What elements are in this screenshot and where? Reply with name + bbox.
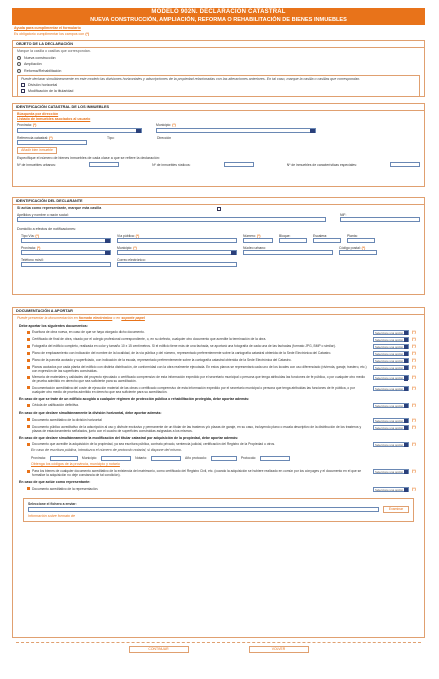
chevron-down-icon[interactable] bbox=[404, 338, 409, 342]
bullet-square-icon bbox=[27, 386, 30, 389]
radio-label: Ampliación bbox=[24, 62, 42, 67]
doc-text: Documento acreditativo de la división horizontal bbox=[32, 417, 102, 422]
doc-select[interactable] bbox=[373, 344, 409, 349]
required-mark: (*) bbox=[85, 31, 90, 36]
pf-year-input[interactable] bbox=[211, 456, 237, 461]
required-mark: (*) bbox=[412, 442, 416, 447]
doc-select[interactable] bbox=[373, 330, 409, 335]
objeto-intro: Marque la casilla o casillas que correspondan. bbox=[17, 49, 91, 54]
presentacion-text: Puede presentar la documentación en bbox=[17, 316, 78, 321]
cp-input[interactable] bbox=[339, 250, 377, 255]
chevron-down-icon[interactable] bbox=[404, 345, 409, 349]
tipovia-select[interactable] bbox=[21, 238, 111, 243]
chevron-down-icon[interactable] bbox=[404, 443, 409, 447]
refcat-label: Referencia catastral: bbox=[17, 135, 49, 140]
dec-provincia-select[interactable] bbox=[21, 250, 111, 255]
pf-protocolo-label: Protocolo: bbox=[240, 456, 257, 460]
section-documentacion-title: DOCUMENTACIÓN A APORTAR bbox=[13, 308, 424, 316]
representante-checkbox[interactable] bbox=[217, 207, 221, 211]
protocolo-note: En caso de escritura pública, introduzca el número de protocolo notarial, si dispone del mismo. bbox=[31, 448, 182, 453]
pf-provincia-label: Provincia: bbox=[31, 456, 46, 460]
doc-row bbox=[13, 424, 424, 434]
doc-text: Documento acreditativo de la representación. bbox=[32, 486, 99, 491]
pf-provincia-input[interactable] bbox=[50, 456, 78, 461]
doc-row bbox=[13, 364, 424, 374]
doc-text: Cédula de calificación definitiva. bbox=[32, 403, 79, 408]
chevron-down-icon[interactable] bbox=[404, 470, 409, 474]
tipo-label: Tipo: bbox=[107, 135, 115, 140]
chevron-down-icon[interactable] bbox=[404, 331, 409, 335]
section-objeto-title: OBJETO DE LA DECLARACIÓN bbox=[13, 41, 424, 49]
pf-protocolo-input[interactable] bbox=[260, 456, 290, 461]
pf-notario-input[interactable] bbox=[151, 456, 181, 461]
obtener-codigos-link[interactable]: Obtenga los códigos de la provincia, municipio y notario bbox=[31, 461, 120, 466]
radio-label: Nueva construcción bbox=[24, 55, 56, 60]
representante-heading: En caso de que actúe como representante: bbox=[19, 480, 91, 485]
email-label: Correo electrónico: bbox=[117, 258, 146, 262]
presentacion-or: o en bbox=[113, 316, 121, 321]
doc-select[interactable] bbox=[373, 358, 409, 363]
form-title: MODELO 902N. DECLARACIÓN CATASTRAL bbox=[151, 9, 286, 15]
doc-text: Documento que acredite la adquisición de la propiedad, ya sea escritura pública, contrato privado, sentencia judicial, certificación del Registro de la Propiedad u otros. bbox=[32, 442, 276, 447]
doc-select-value: Seleccione una opción bbox=[375, 376, 404, 381]
help-block bbox=[14, 26, 425, 36]
doc-select-value: Seleccione una opción bbox=[375, 352, 404, 357]
objeto-note: Puede declarar simultáneamente en este modelo las divisiones horizontales y adscripciones de la propiedad relacionadas con las alteraciones anteriores. En tal caso, marque la casilla o casillas que correspondan. bbox=[21, 77, 361, 82]
radio-reforma[interactable] bbox=[13, 68, 424, 74]
chevron-down-icon[interactable] bbox=[231, 251, 236, 255]
email-input[interactable] bbox=[117, 262, 237, 267]
bullet-square-icon bbox=[27, 359, 30, 362]
doc-select[interactable] bbox=[373, 365, 409, 370]
file-upload-box bbox=[23, 498, 414, 523]
chevron-down-icon[interactable] bbox=[310, 129, 315, 133]
doc-row bbox=[13, 343, 424, 350]
required-note: Es obligatorio cumplimentar los campos con bbox=[14, 31, 85, 36]
bullet-square-icon bbox=[27, 376, 30, 379]
section-declarante bbox=[12, 197, 425, 295]
chevron-down-icon[interactable] bbox=[404, 387, 409, 391]
required-mark: (*) bbox=[172, 123, 176, 128]
form-header bbox=[12, 8, 425, 25]
chevron-down-icon[interactable] bbox=[404, 419, 409, 423]
protocolo-fields bbox=[13, 453, 424, 461]
n-rusticos-input[interactable] bbox=[224, 162, 254, 167]
doc-row bbox=[13, 441, 424, 448]
link-busqueda-direccion[interactable]: Búsqueda por dirección bbox=[17, 112, 59, 117]
escalera-input[interactable] bbox=[313, 238, 341, 243]
doc-select-value: Seleccione una opción bbox=[375, 443, 404, 448]
n-rusticos-label: Nº de inmuebles rústicos: bbox=[152, 162, 191, 167]
required-mark: (*) bbox=[35, 233, 39, 238]
doc-select[interactable] bbox=[373, 442, 409, 447]
bloque-input[interactable] bbox=[279, 238, 307, 243]
back-button[interactable]: VOLVER bbox=[249, 646, 309, 653]
doc-select[interactable] bbox=[373, 469, 409, 474]
doc-text: Escritura de obra nueva, en caso de que se haya otorgado dicho documento. bbox=[32, 330, 145, 335]
radio-label: Reforma/Rehabilitación bbox=[24, 68, 62, 73]
nucleo-label: Núcleo urbano: bbox=[243, 245, 266, 250]
checkbox-icon[interactable] bbox=[21, 83, 25, 87]
pf-municipio-label: Municipio: bbox=[81, 456, 98, 460]
chevron-down-icon[interactable] bbox=[404, 359, 409, 363]
doc-text: Para los bienes de cualquier documento acreditativo de la existencia del matrimonio, como certificado del Registro Civil, etc. (cuando la adquisición se hubiere realizado en común por los cónyuges y el documento en el que se formalice la adquisición no deje constancia de tal condición). bbox=[32, 469, 362, 478]
via-input[interactable] bbox=[117, 238, 237, 243]
doc-select[interactable] bbox=[373, 403, 409, 408]
doc-text: Planos acotados por cada planta del edificio con distinta distribución, de conformidad con la obra realmente ejecutada. En estos planos se representará cada uno de los locales con uso diferenciado (vivienda, garaje, trastero, etc.) con expresión de las superficies construidas. bbox=[32, 365, 367, 374]
continue-button[interactable]: CONTINUAR bbox=[129, 646, 189, 653]
bullet-square-icon bbox=[27, 404, 30, 407]
doc-row bbox=[13, 357, 424, 364]
telefono-label: Teléfono móvil: bbox=[21, 258, 44, 262]
checkbox-label: División horizontal bbox=[28, 82, 58, 87]
bullet-square-icon bbox=[27, 366, 30, 369]
required-mark: (*) bbox=[412, 351, 416, 356]
file-input[interactable] bbox=[28, 507, 379, 512]
bullet-square-icon bbox=[27, 352, 30, 355]
objeto-inset bbox=[17, 75, 420, 96]
required-mark: (*) bbox=[36, 245, 41, 250]
footer-divider bbox=[16, 642, 421, 643]
planta-label: Planta: bbox=[347, 233, 358, 238]
required-mark: (*) bbox=[412, 344, 416, 349]
bullet-square-icon bbox=[27, 331, 30, 334]
planta-input[interactable] bbox=[347, 238, 375, 243]
debe-aportar-text: Debe aportar los siguientes documentos: bbox=[19, 323, 88, 328]
doc-select[interactable] bbox=[373, 487, 409, 492]
bullet-square-icon bbox=[27, 425, 30, 428]
radio-icon[interactable] bbox=[17, 56, 21, 60]
telefono-input[interactable] bbox=[21, 262, 111, 267]
bullet-square-icon bbox=[27, 338, 30, 341]
doc-select-value: Seleccione una opción bbox=[375, 487, 404, 492]
pf-year-label: Año protocolo: bbox=[185, 456, 207, 460]
file-format-hint[interactable]: Información sobre formato de bbox=[28, 513, 75, 518]
numero-input[interactable] bbox=[243, 238, 273, 243]
domicilio-label: Domicilio a efectos de notificaciones: bbox=[17, 227, 76, 232]
escalera-label: Escalera: bbox=[313, 233, 328, 238]
doc-text: Documento público acreditativo de la adscripción al uso y disfrute exclusivo y permanente de un titular de las trasteros y/o plazas de garaje, en su caso, incluyendo plano o escala descriptivo de la distribución de los trasteros y plazas de estacionamiento señalados, junto con el cuadro de superficies construidas asignadas a los mismos. bbox=[32, 424, 362, 433]
dec-provincia-label: Provincia: bbox=[21, 245, 36, 250]
required-mark: (*) bbox=[49, 135, 53, 140]
doc-select-value: Seleccione una opción bbox=[375, 386, 404, 391]
doc-select-value: Seleccione una opción bbox=[375, 425, 404, 430]
required-mark: (*) bbox=[412, 365, 416, 370]
checkbox-icon[interactable] bbox=[21, 89, 25, 93]
nucleo-input[interactable] bbox=[243, 250, 333, 255]
pf-notario-label: Notario: bbox=[135, 456, 148, 460]
radio-icon[interactable] bbox=[17, 69, 21, 73]
required-mark: (*) bbox=[32, 123, 37, 128]
refcat-input[interactable] bbox=[17, 140, 87, 145]
provincia-select[interactable] bbox=[17, 128, 142, 133]
required-mark: (*) bbox=[412, 375, 416, 380]
form-subtitle: NUEVA CONSTRUCCIÓN, AMPLIACIÓN, REFORMA O REHABILITACIÓN DE BIENES INMUEBLES bbox=[90, 16, 347, 23]
n-especiales-input[interactable] bbox=[390, 162, 420, 167]
cp-label: Código postal: bbox=[339, 245, 361, 250]
numero-label: Número: bbox=[243, 233, 257, 238]
formato-electronico-link[interactable]: formato electrónico bbox=[78, 316, 113, 321]
chevron-down-icon[interactable] bbox=[404, 404, 409, 408]
required-mark: (*) bbox=[412, 486, 416, 491]
nombre-input[interactable] bbox=[17, 217, 326, 222]
check-modificacion-titularidad[interactable] bbox=[21, 88, 416, 94]
doc-select[interactable] bbox=[373, 375, 409, 380]
direccion-label: Dirección bbox=[157, 135, 172, 140]
chevron-down-icon[interactable] bbox=[136, 129, 141, 133]
dec-municipio-label: Municipio: bbox=[117, 245, 133, 250]
pf-municipio-input[interactable] bbox=[101, 456, 131, 461]
doc-select-value: Seleccione una opción bbox=[375, 418, 404, 423]
doc-text: Plano de la parcela acotado y superficiado, con indicación de la escala, representado preferentemente sobre la cartografía catastral obtenida de la Sede Electrónica del Catastro. bbox=[32, 358, 292, 363]
examinar-button[interactable]: Examinar bbox=[383, 506, 409, 513]
provincia-label: Provincia: bbox=[17, 123, 32, 128]
required-mark: (*) bbox=[412, 403, 416, 408]
chevron-down-icon[interactable] bbox=[404, 488, 409, 492]
proteccion-heading: En caso de que se trate de un edificio acogido a cualquier régimen de protección pública o rehabilitación protegida, debe aportar además: bbox=[19, 396, 250, 401]
doc-select-value: Seleccione una opción bbox=[375, 338, 404, 343]
chevron-down-icon[interactable] bbox=[404, 376, 409, 380]
especifique-text: Especifique el número de bienes inmuebles de cada clase a que se refiere la declaración: bbox=[17, 156, 160, 160]
doc-select-value: Seleccione una opción bbox=[375, 470, 404, 475]
bullet-square-icon bbox=[27, 470, 30, 473]
doc-row bbox=[13, 350, 424, 357]
doc-row bbox=[13, 374, 424, 384]
doc-select[interactable] bbox=[373, 337, 409, 342]
doc-text: Memoria de materiales y calidades del proyecto ejecutado o certificado comprensivo de esta información expedido por el secretario municipal o persona que tenga atribuidas las funciones de fe pública, o por cualquier otro medio de prueba admitido en derecho que sea suficiente para su acreditación. bbox=[32, 375, 365, 384]
doc-row bbox=[13, 385, 424, 395]
bullet-square-icon bbox=[27, 443, 30, 446]
doc-text: Plano de emplazamiento con indicación del nombre de la localidad, de la vía pública y del número, representado preferentemente sobre la cartografía catastral obtenida de la Sede Electrónica del Catastro. bbox=[32, 351, 332, 356]
add-inmueble-button[interactable]: Añadir bien inmueble bbox=[17, 147, 57, 154]
section-identificacion-catastral bbox=[12, 103, 425, 187]
doc-row bbox=[13, 336, 424, 343]
chevron-down-icon[interactable] bbox=[404, 426, 409, 430]
section-catastral-title: IDENTIFICACIÓN CATASTRAL DE LOS INMUEBLES bbox=[13, 104, 424, 112]
municipio-label: Municipio: bbox=[156, 123, 172, 128]
doc-select[interactable] bbox=[373, 425, 409, 430]
nif-label: NIF: bbox=[340, 212, 347, 217]
division-heading: En caso de que declare simultáneamente la división horizontal, debe aportar además: bbox=[19, 411, 162, 416]
chevron-down-icon[interactable] bbox=[404, 366, 409, 370]
doc-row bbox=[13, 486, 424, 493]
link-listado-inmuebles[interactable]: Listado de inmuebles asociados al usuario bbox=[17, 116, 91, 121]
chevron-down-icon[interactable] bbox=[105, 239, 110, 243]
bloque-label: Bloque: bbox=[279, 233, 291, 238]
required-mark: (*) bbox=[412, 337, 416, 342]
required-mark: (*) bbox=[361, 245, 366, 250]
titular-heading: En caso de que declare simultáneamente la modificación del titular catastral por adquisición de la propiedad, debe aportar además: bbox=[19, 435, 239, 440]
doc-text: Fotografía del edificio completo, realizada en color y tamaño 10 x 15 centímetros. Si el edificio tiene más de una fachada, se aportará una fotografía de cada una de las fachadas (formato JPG, BMP o similar). bbox=[32, 344, 336, 349]
required-mark: (*) bbox=[412, 424, 416, 429]
docs-list bbox=[13, 329, 424, 395]
n-urbanos-label: Nº de inmuebles urbanos: bbox=[17, 162, 56, 167]
municipio-select[interactable] bbox=[156, 128, 316, 133]
required-mark: (*) bbox=[412, 358, 416, 363]
doc-select-value: Seleccione una opción bbox=[375, 366, 404, 371]
bullet-square-icon bbox=[27, 487, 30, 490]
bullet-square-icon bbox=[27, 418, 30, 421]
n-urbanos-input[interactable] bbox=[89, 162, 119, 167]
doc-select-value: Seleccione una opción bbox=[375, 331, 404, 336]
checkbox-label: Modificación de la titularidad bbox=[28, 89, 74, 94]
radio-icon[interactable] bbox=[17, 62, 21, 66]
chevron-down-icon[interactable] bbox=[404, 352, 409, 356]
doc-select[interactable] bbox=[373, 418, 409, 423]
tipovia-label: Tipo Vía: bbox=[21, 233, 35, 238]
via-label: Vía pública: bbox=[117, 233, 135, 238]
required-mark: (*) bbox=[133, 245, 137, 250]
nombre-label: Apellidos y nombre o razón social: bbox=[17, 212, 69, 217]
doc-row bbox=[13, 417, 424, 424]
required-mark: (*) bbox=[412, 417, 416, 422]
chevron-down-icon[interactable] bbox=[105, 251, 110, 255]
bullet-square-icon bbox=[27, 345, 30, 348]
doc-select-value: Seleccione una opción bbox=[375, 345, 404, 350]
section-documentacion bbox=[12, 307, 425, 638]
doc-row bbox=[13, 468, 424, 478]
n-especiales-label: Nº de inmuebles de características especiales: bbox=[286, 162, 357, 167]
required-mark: (*) bbox=[256, 233, 261, 238]
nif-input[interactable] bbox=[340, 217, 420, 222]
doc-select-value: Seleccione una opción bbox=[375, 359, 404, 364]
doc-row bbox=[13, 402, 424, 409]
doc-row bbox=[13, 329, 424, 336]
section-objeto bbox=[12, 40, 425, 97]
file-label: Seleccione el fichero a enviar: bbox=[28, 502, 77, 507]
doc-text: Documentación acreditativa del coste de ejecución material de las obras o certificado comprensivo de esta información expedido por el secretario municipal o persona que tenga atribuidas las funciones de fe pública, o por cualquier otro medio de prueba admitido en derecho que sea suficiente para su acreditación. bbox=[32, 385, 355, 394]
doc-text: Certificado de final de obra, visado por el colegio profesional correspondiente, o, en su defecto, cualquier otro documento que acredite la terminación de la obra. bbox=[32, 337, 267, 342]
footer-buttons bbox=[12, 646, 425, 653]
representante-label: Si actúa como representante, marque esta casilla bbox=[17, 206, 102, 211]
required-mark: (*) bbox=[412, 469, 416, 474]
doc-select[interactable] bbox=[373, 351, 409, 356]
required-mark: (*) bbox=[412, 385, 416, 390]
dec-municipio-select[interactable] bbox=[117, 250, 237, 255]
help-link[interactable]: Ayuda para cumplimentar el formulario bbox=[14, 26, 81, 31]
doc-select-value: Seleccione una opción bbox=[375, 404, 404, 409]
doc-select[interactable] bbox=[373, 386, 409, 391]
section-declarante-title: IDENTIFICACIÓN DEL DECLARANTE bbox=[13, 198, 424, 206]
form-page bbox=[12, 8, 425, 672]
soporte-papel-link[interactable]: soporte papel bbox=[121, 316, 145, 321]
required-mark: (*) bbox=[135, 233, 140, 238]
required-mark: (*) bbox=[412, 330, 416, 335]
